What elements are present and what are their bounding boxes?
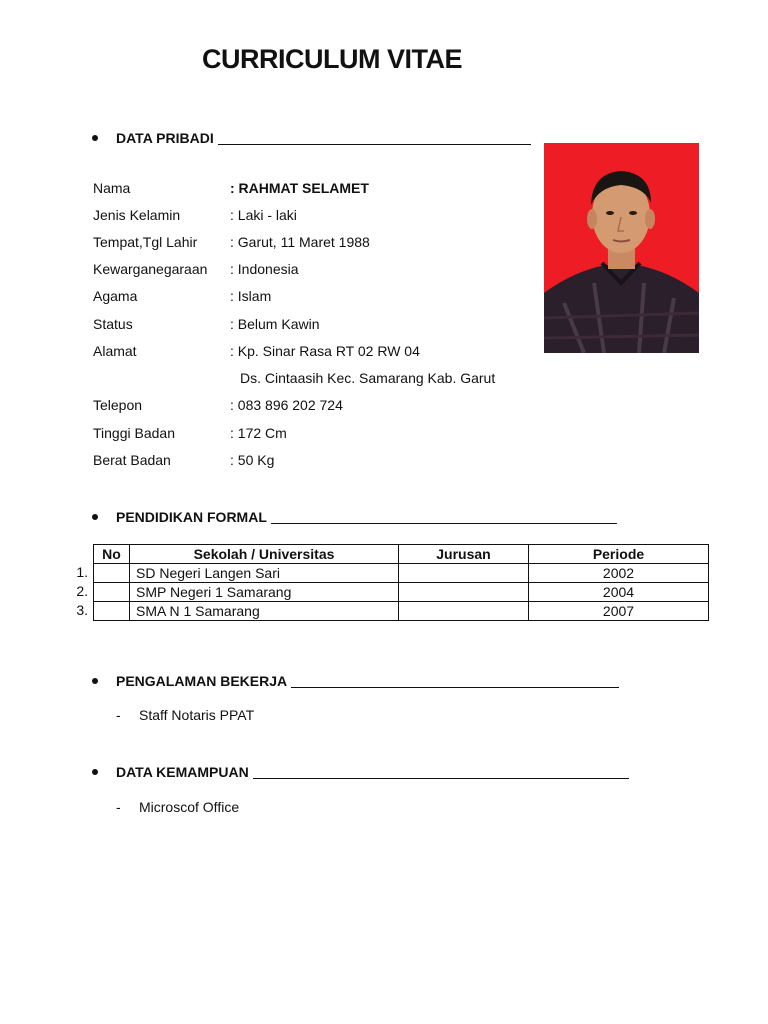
school-cell: SD Negeri Langen Sari	[130, 564, 399, 583]
personal-value: : Islam	[230, 288, 272, 304]
major-cell	[399, 564, 529, 583]
personal-row	[93, 452, 274, 468]
row-number: 1.	[76, 564, 88, 580]
personal-label: Tempat,Tgl Lahir	[93, 234, 198, 250]
personal-label	[93, 370, 240, 386]
section-experience	[90, 673, 619, 689]
bullet-icon	[92, 135, 98, 141]
school-cell: SMA N 1 Samarang	[130, 602, 399, 621]
personal-row	[93, 180, 369, 196]
personal-value: : RAHMAT SELAMET	[230, 180, 369, 196]
personal-value: : Belum Kawin	[230, 316, 320, 332]
section-skills-label: DATA KEMAMPUAN	[116, 764, 249, 780]
personal-label: Tinggi Badan	[93, 425, 175, 441]
period-cell: 2007	[529, 602, 709, 621]
personal-label: Nama	[93, 180, 131, 196]
dash-marker: -	[116, 707, 121, 723]
bullet-icon	[92, 769, 98, 775]
personal-row	[93, 316, 319, 332]
list-item	[116, 799, 239, 815]
personal-label: Status	[93, 316, 133, 332]
page-title: CURRICULUM VITAE	[202, 44, 462, 74]
personal-label: Alamat	[93, 343, 137, 359]
table-cell	[94, 583, 130, 602]
personal-label: Kewarganegaraan	[93, 261, 208, 277]
personal-row	[93, 397, 343, 413]
column-header: Jurusan	[399, 545, 529, 564]
profile-photo	[544, 143, 699, 353]
personal-row	[93, 234, 370, 250]
bullet-icon	[92, 514, 98, 520]
column-header: Sekolah / Universitas	[130, 545, 399, 564]
section-underline	[271, 511, 617, 524]
section-skills	[90, 764, 629, 780]
personal-label: Jenis Kelamin	[93, 207, 181, 223]
table-cell	[94, 602, 130, 621]
section-experience-label: PENGALAMAN BEKERJA	[116, 673, 288, 689]
personal-row	[93, 261, 299, 277]
school-cell: SMP Negeri 1 Samarang	[130, 583, 399, 602]
personal-value: : Indonesia	[230, 261, 299, 277]
personal-value: : 172 Cm	[230, 425, 287, 441]
experience-text: Staff Notaris PPAT	[139, 707, 255, 723]
section-underline	[253, 766, 629, 779]
personal-value: : Garut, 11 Maret 1988	[230, 234, 370, 250]
personal-value: Ds. Cintaasih Kec. Samarang Kab. Garut	[240, 370, 496, 386]
personal-value: : Laki - laki	[230, 207, 297, 223]
section-underline	[218, 132, 531, 145]
table-cell	[94, 564, 130, 583]
section-personal-label: DATA PRIBADI	[116, 130, 214, 146]
personal-row	[93, 425, 287, 441]
personal-label: Agama	[93, 288, 138, 304]
table-row	[94, 602, 709, 621]
personal-row	[93, 288, 271, 304]
personal-label: Berat Badan	[93, 452, 171, 468]
major-cell	[399, 583, 529, 602]
table-header-row	[94, 545, 709, 564]
personal-value: : Kp. Sinar Rasa RT 02 RW 04	[230, 343, 420, 359]
personal-row	[93, 370, 495, 386]
list-item	[116, 707, 254, 723]
row-number: 3.	[76, 602, 88, 618]
personal-row	[93, 343, 420, 359]
section-education-label: PENDIDIKAN FORMAL	[116, 509, 267, 525]
skill-text: Microscof Office	[139, 799, 240, 815]
period-cell: 2004	[529, 583, 709, 602]
personal-label: Telepon	[93, 397, 143, 413]
row-number: 2.	[76, 583, 88, 599]
personal-value: : 083 896 202 724	[230, 397, 343, 413]
major-cell	[399, 602, 529, 621]
person-photo-icon	[544, 143, 699, 353]
section-underline	[291, 675, 619, 688]
personal-value: : 50 Kg	[230, 452, 275, 468]
column-header: Periode	[529, 545, 709, 564]
dash-marker: -	[116, 799, 121, 815]
table-row	[94, 583, 709, 602]
section-education	[90, 509, 617, 525]
column-header: No	[94, 545, 130, 564]
period-cell: 2002	[529, 564, 709, 583]
table-row	[94, 564, 709, 583]
bullet-icon	[92, 678, 98, 684]
education-table	[93, 544, 709, 621]
personal-row	[93, 207, 297, 223]
section-personal	[90, 130, 531, 146]
